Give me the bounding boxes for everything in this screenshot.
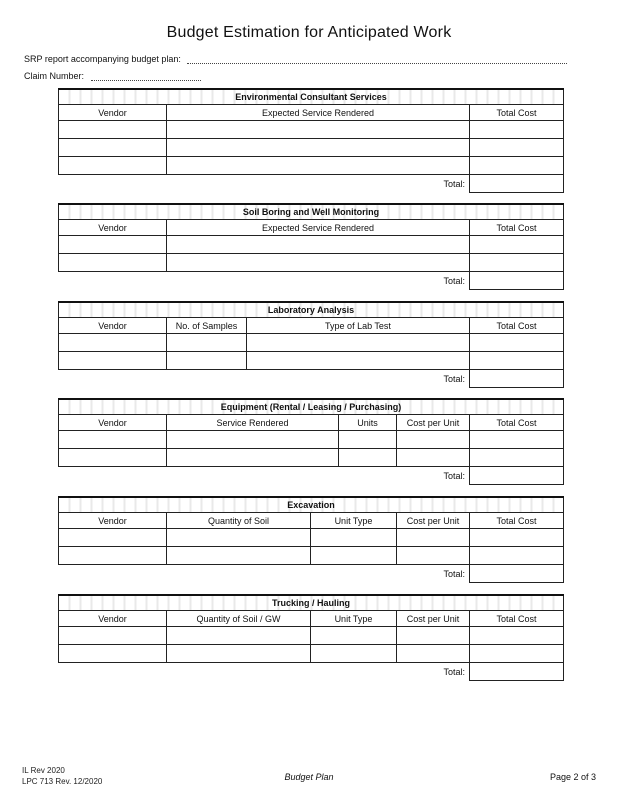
table-row <box>59 529 564 547</box>
unit-type-cell[interactable] <box>311 529 397 547</box>
section-title: Equipment (Rental / Leasing / Purchasing) <box>59 399 564 415</box>
page-title: Budget Estimation for Anticipated Work <box>166 24 452 41</box>
column-header: Type of Lab Test <box>247 318 470 334</box>
total-cost-cell[interactable] <box>470 157 564 175</box>
service-cell[interactable] <box>167 121 470 139</box>
table-row <box>59 547 564 565</box>
footer-center-label: Budget Plan <box>284 772 334 782</box>
total-cost-cell[interactable] <box>470 645 564 663</box>
column-header: Unit Type <box>311 513 397 529</box>
environmental-consultant-section <box>58 88 563 193</box>
unit-type-cell[interactable] <box>311 645 397 663</box>
column-header: Expected Service Rendered <box>167 105 470 121</box>
vendor-cell[interactable] <box>59 139 167 157</box>
column-header: Cost per Unit <box>397 611 470 627</box>
column-header: Quantity of Soil <box>167 513 311 529</box>
unit-type-cell[interactable] <box>311 547 397 565</box>
form-id-line-2: LPC 713 Rev. 12/2020 <box>22 777 103 786</box>
excavation-section <box>58 496 563 583</box>
vendor-cell[interactable] <box>59 547 167 565</box>
cost-per-unit-cell[interactable] <box>397 547 470 565</box>
vendor-cell[interactable] <box>59 334 167 352</box>
laboratory-analysis-section <box>58 301 563 388</box>
total-cost-cell[interactable] <box>470 449 564 467</box>
column-header: Vendor <box>59 611 167 627</box>
quantity-cell[interactable] <box>167 547 311 565</box>
claim-number-input[interactable] <box>91 80 201 81</box>
service-cell[interactable] <box>167 157 470 175</box>
lab-test-cell[interactable] <box>247 352 470 370</box>
total-label: Total: <box>443 373 465 384</box>
column-header: Cost per Unit <box>397 415 470 431</box>
total-value-cell[interactable] <box>470 175 564 193</box>
total-value-cell[interactable] <box>470 467 564 485</box>
vendor-cell[interactable] <box>59 645 167 663</box>
total-cost-cell[interactable] <box>470 352 564 370</box>
total-label: Total: <box>443 666 465 677</box>
total-cost-cell[interactable] <box>470 431 564 449</box>
column-header: Cost per Unit <box>397 513 470 529</box>
column-header: Expected Service Rendered <box>167 220 470 236</box>
total-label: Total: <box>443 470 465 481</box>
total-value-cell[interactable] <box>470 565 564 583</box>
cost-per-unit-cell[interactable] <box>397 529 470 547</box>
table-row <box>59 236 564 254</box>
section-title: Environmental Consultant Services <box>59 89 564 105</box>
units-cell[interactable] <box>339 431 397 449</box>
units-cell[interactable] <box>339 449 397 467</box>
section-title: Excavation <box>59 497 564 513</box>
cost-per-unit-cell[interactable] <box>397 431 470 449</box>
service-cell[interactable] <box>167 431 339 449</box>
total-cost-cell[interactable] <box>470 547 564 565</box>
table-row <box>59 431 564 449</box>
service-cell[interactable] <box>167 139 470 157</box>
column-header: Total Cost <box>470 105 564 121</box>
form-id-line-1: IL Rev 2020 <box>22 766 65 775</box>
vendor-cell[interactable] <box>59 431 167 449</box>
column-header: Unit Type <box>311 611 397 627</box>
quantity-cell[interactable] <box>167 529 311 547</box>
total-value-cell[interactable] <box>470 663 564 681</box>
column-header: Vendor <box>59 105 167 121</box>
column-header: No. of Samples <box>167 318 247 334</box>
table-row <box>59 254 564 272</box>
cost-per-unit-cell[interactable] <box>397 449 470 467</box>
srp-report-field <box>24 54 567 64</box>
total-value-cell[interactable] <box>470 370 564 388</box>
total-cost-cell[interactable] <box>470 627 564 645</box>
column-header: Vendor <box>59 513 167 529</box>
total-label: Total: <box>443 568 465 579</box>
cost-per-unit-cell[interactable] <box>397 627 470 645</box>
total-cost-cell[interactable] <box>470 236 564 254</box>
total-cost-cell[interactable] <box>470 121 564 139</box>
quantity-cell[interactable] <box>167 627 311 645</box>
column-header: Quantity of Soil / GW <box>167 611 311 627</box>
total-cost-cell[interactable] <box>470 529 564 547</box>
vendor-cell[interactable] <box>59 449 167 467</box>
srp-report-input[interactable] <box>187 63 567 64</box>
vendor-cell[interactable] <box>59 627 167 645</box>
section-title: Trucking / Hauling <box>59 595 564 611</box>
soil-boring-section <box>58 203 563 290</box>
vendor-cell[interactable] <box>59 157 167 175</box>
table-row <box>59 139 564 157</box>
service-cell[interactable] <box>167 236 470 254</box>
total-cost-cell[interactable] <box>470 334 564 352</box>
column-header: Total Cost <box>470 611 564 627</box>
table-row <box>59 645 564 663</box>
claim-number-field <box>24 71 201 81</box>
column-header: Vendor <box>59 318 167 334</box>
service-cell[interactable] <box>167 449 339 467</box>
service-cell[interactable] <box>167 254 470 272</box>
cost-per-unit-cell[interactable] <box>397 645 470 663</box>
table-row <box>59 334 564 352</box>
vendor-cell[interactable] <box>59 352 167 370</box>
vendor-cell[interactable] <box>59 529 167 547</box>
vendor-cell[interactable] <box>59 121 167 139</box>
lab-test-cell[interactable] <box>247 334 470 352</box>
table-row <box>59 449 564 467</box>
section-title: Laboratory Analysis <box>59 302 564 318</box>
section-title: Soil Boring and Well Monitoring <box>59 204 564 220</box>
column-header: Total Cost <box>470 415 564 431</box>
column-header: Total Cost <box>470 513 564 529</box>
column-header: Service Rendered <box>167 415 339 431</box>
vendor-cell[interactable] <box>59 236 167 254</box>
trucking-hauling-section <box>58 594 563 681</box>
column-header: Total Cost <box>470 220 564 236</box>
total-cost-cell[interactable] <box>470 254 564 272</box>
equipment-section <box>58 398 563 485</box>
column-header: Vendor <box>59 220 167 236</box>
total-label: Total: <box>443 275 465 286</box>
table-row <box>59 157 564 175</box>
srp-report-label: SRP report accompanying budget plan: <box>24 54 181 64</box>
total-cost-cell[interactable] <box>470 139 564 157</box>
claim-number-label: Claim Number: <box>24 71 85 81</box>
total-value-cell[interactable] <box>470 272 564 290</box>
page-number: Page 2 of 3 <box>549 772 596 782</box>
vendor-cell[interactable] <box>59 254 167 272</box>
samples-cell[interactable] <box>167 334 247 352</box>
table-row <box>59 627 564 645</box>
samples-cell[interactable] <box>167 352 247 370</box>
column-header: Units <box>339 415 397 431</box>
column-header: Vendor <box>59 415 167 431</box>
unit-type-cell[interactable] <box>311 627 397 645</box>
table-row <box>59 352 564 370</box>
total-label: Total: <box>443 178 465 189</box>
quantity-cell[interactable] <box>167 645 311 663</box>
column-header: Total Cost <box>470 318 564 334</box>
table-row <box>59 121 564 139</box>
